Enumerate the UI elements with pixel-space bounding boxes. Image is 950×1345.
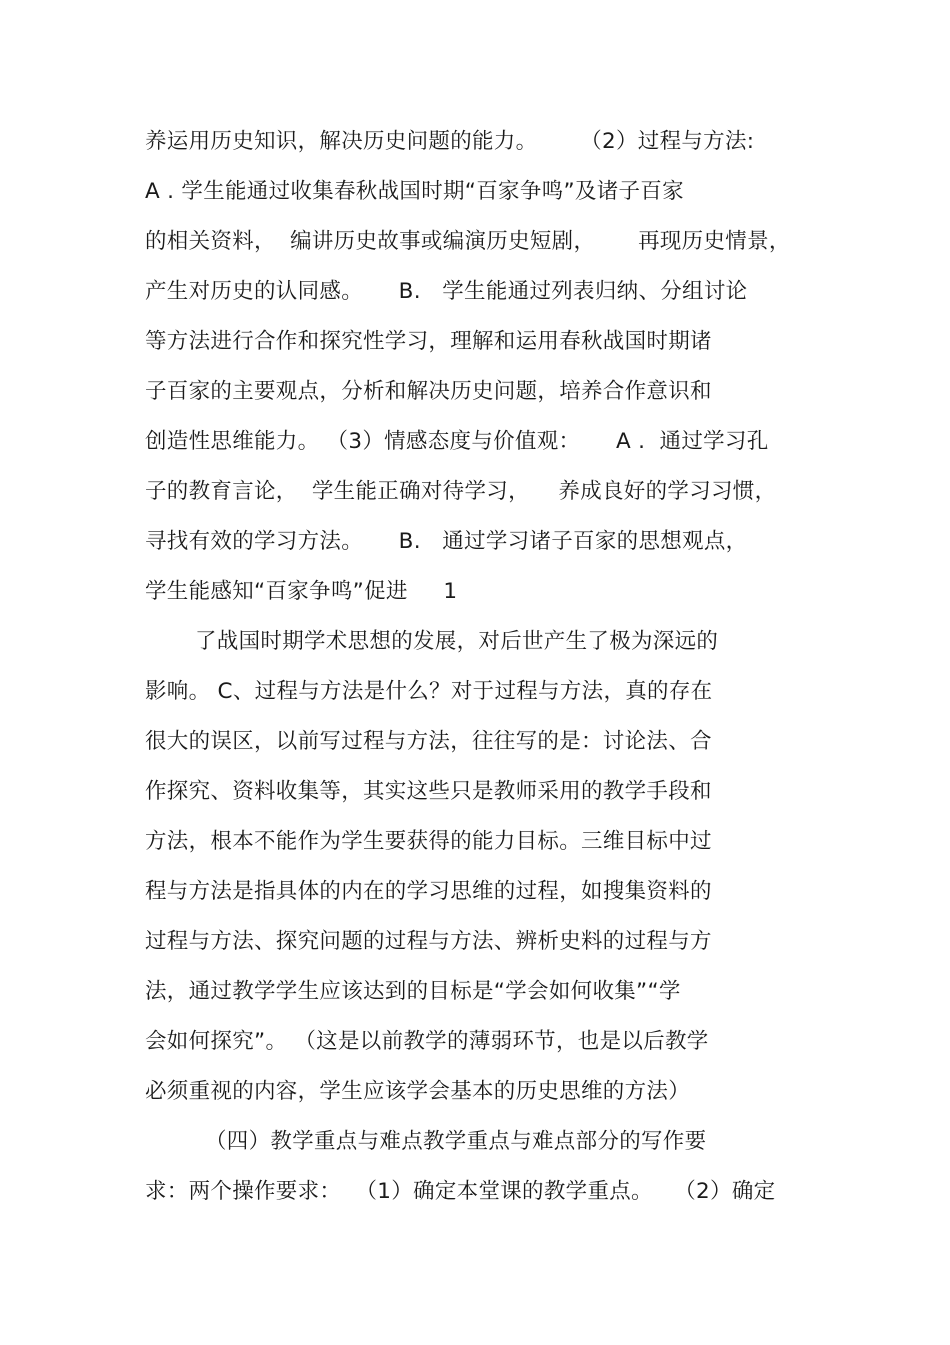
text-line: 过程与方法、探究问题的过程与方法、辨析史料的过程与方 (145, 929, 712, 954)
text-line: 求：两个操作要求： （1）确定本堂课的教学重点。 （2）确定 (145, 1179, 776, 1204)
text-line: 必须重视的内容，学生应该学会基本的历史思维的方法） (145, 1079, 691, 1104)
text-line: 创造性思维能力。 （3）情感态度与价值观： A . 通过学习孔 (145, 429, 769, 454)
text-line: 方法，根本不能作为学生要获得的能力目标。三维目标中过 (145, 829, 712, 854)
text-line: A . 学生能通过收集春秋战国时期“百家争鸣”及诸子百家 (145, 179, 684, 204)
text-line: 产生对历史的认同感。 B. 学生能通过列表归纳、分组讨论 (145, 279, 748, 304)
text-line: 很大的误区，以前写过程与方法，往往写的是：讨论法、合 (145, 729, 712, 754)
text-line: 养运用历史知识，解决历史问题的能力。 （2）过程与方法: (145, 129, 755, 154)
text-line: 程与方法是指具体的内在的学习思维的过程，如搜集资料的 (145, 879, 712, 904)
paragraph-start-line: 了战国时期学术思想的发展，对后世产生了极为深远的 (195, 629, 719, 654)
text-line: 子的教育言论， 学生能正确对待学习， 养成良好的学习习惯， (145, 479, 777, 504)
text-line: 会如何探究”。 （这是以前教学的薄弱环节，也是以后教学 (145, 1029, 709, 1054)
text-line: 子百家的主要观点，分析和解决历史问题，培养合作意识和 (145, 379, 712, 404)
text-line: 的相关资料， 编讲历史故事或编演历史短剧， 再现历史情景， (145, 229, 791, 254)
text-line: 法，通过教学学生应该达到的目标是“学会如何收集”“学 (145, 979, 681, 1004)
text-line: 作探究、资料收集等，其实这些只是教师采用的教学手段和 (145, 779, 712, 804)
text-line: 等方法进行合作和探究性学习，理解和运用春秋战国时期诸 (145, 329, 712, 354)
section-heading-line: （四）教学重点与难点教学重点与难点部分的写作要 (205, 1129, 707, 1154)
text-line: 学生能感知“百家争鸣”促进 1 (145, 579, 458, 604)
text-line: 寻找有效的学习方法。 B. 通过学习诸子百家的思想观点， (145, 529, 748, 554)
text-line: 影响。 C、过程与方法是什么？对于过程与方法，真的存在 (145, 679, 713, 704)
